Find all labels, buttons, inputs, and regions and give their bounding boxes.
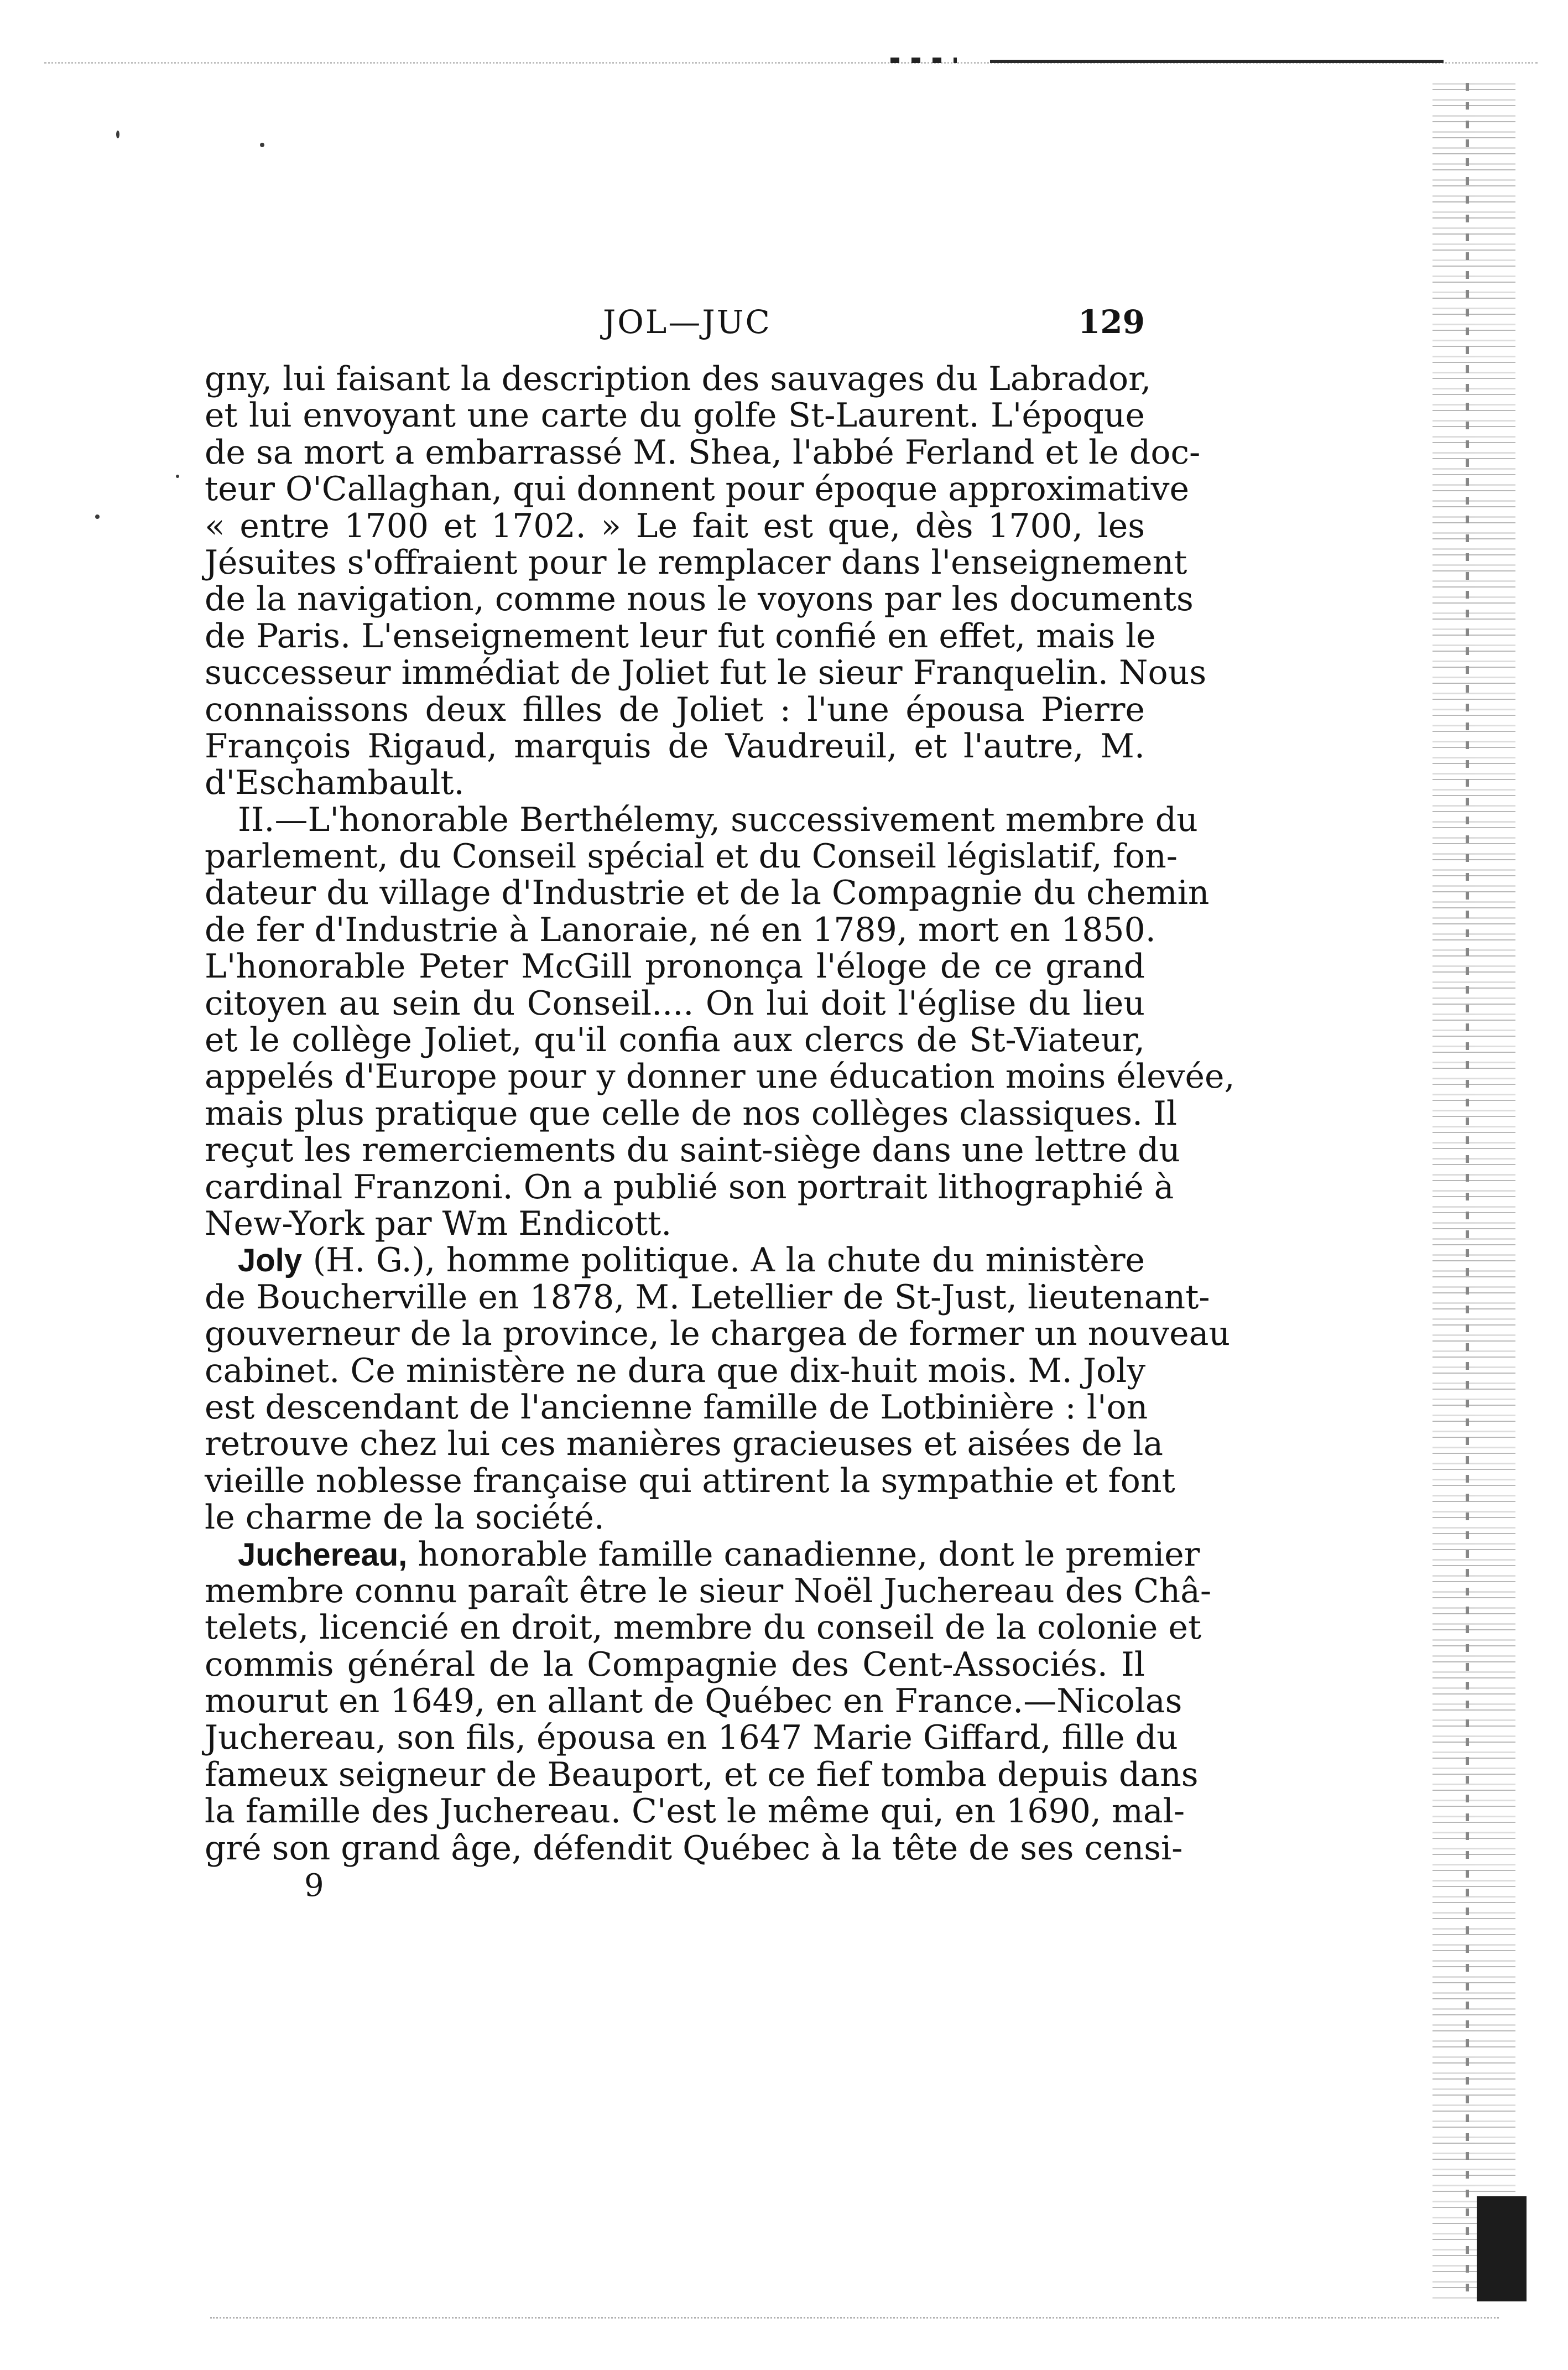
text-line xyxy=(205,765,1145,801)
text-line xyxy=(205,1022,1145,1058)
text-line xyxy=(205,1828,1183,1868)
text-line-content: gré son grand âge, défendit Québec à la tête de ses censi- xyxy=(205,1828,1183,1868)
scan-speck xyxy=(176,475,179,478)
text-line xyxy=(205,1353,1145,1389)
text-line xyxy=(205,1387,1148,1427)
text-line-content: dateur du village d'Industrie et de la Compagnie du chemin xyxy=(205,874,1210,913)
signature-mark: 9 xyxy=(304,1868,324,1904)
text-line xyxy=(205,616,1156,656)
text-line xyxy=(205,397,1145,434)
text-line xyxy=(205,1057,1235,1096)
scan-dashes xyxy=(890,58,957,63)
text-line xyxy=(205,470,1189,509)
text-line-content: Jésuites s'offraient pour le remplacer dans l'enseignement xyxy=(205,543,1187,582)
scan-block-bottom-right xyxy=(1477,2196,1527,2301)
text-line xyxy=(205,1094,1178,1133)
text-line-content: mais plus pratique que celle de nos collèges classiques. Il xyxy=(205,1094,1178,1133)
text-line-content: citoyen au sein du Conseil.... On lui doit l'église du lieu xyxy=(205,984,1145,1023)
text-line xyxy=(205,692,1145,728)
text-line-content: de la navigation, comme nous le voyons par les documents xyxy=(205,580,1194,619)
text-line xyxy=(205,1499,1145,1536)
scan-edge-bottom xyxy=(210,2317,1499,2319)
text-line-content: retrouve chez lui ces manières gracieuses et aisées de la xyxy=(205,1425,1164,1464)
text-body xyxy=(205,360,1235,1868)
text-line-content: successeur immédiat de Joliet fut le sieur Franquelin. Nous xyxy=(205,653,1207,693)
text-line-content: Juchereau, son fils, épousa en 1647 Marie Giffard, fille du xyxy=(205,1718,1178,1758)
text-line-content: d'Eschambault. xyxy=(205,763,465,803)
page-header xyxy=(205,303,1145,342)
text-line xyxy=(205,985,1145,1022)
text-line-content: fameux seigneur de Beauport, et ce fief tomba depuis dans xyxy=(205,1755,1199,1794)
text-line-content: « entre 1700 et 1702. » Le fait est que, dès 1700, les xyxy=(205,506,1145,545)
scan-speck xyxy=(116,131,119,138)
text-line-content: de Paris. L'enseignement leur fut confié en effet, mais le xyxy=(205,616,1156,656)
text-line xyxy=(205,1425,1164,1464)
text-line-content: teur O'Callaghan, qui donnent pour époque approximative xyxy=(205,470,1189,509)
text-line-content: commis général de la Compagnie des Cent-Associés. Il xyxy=(205,1645,1145,1684)
text-line xyxy=(205,948,1145,985)
text-line xyxy=(205,1792,1185,1831)
text-line xyxy=(205,1167,1174,1207)
text-line-content: II.—L'honorable Berthélemy, successivement membre du xyxy=(238,800,1198,839)
text-line xyxy=(205,1718,1178,1758)
text-line xyxy=(205,653,1207,693)
text-line xyxy=(205,1205,1145,1242)
entry-head: Juchereau, xyxy=(238,1536,408,1573)
text-line-content: et le collège Joliet, qu'il confia aux clercs de St-Viateur, xyxy=(205,1021,1145,1060)
text-line xyxy=(205,360,1152,398)
text-line-content: de sa mort a embarrassé M. Shea, l'abbé Ferland et le doc- xyxy=(205,433,1201,472)
text-line-content: honorable famille canadienne, dont le premier xyxy=(418,1535,1200,1574)
text-line-content: appelés d'Europe pour y donner une éducation moins élevée, xyxy=(205,1057,1235,1096)
text-line-content: de fer d'Industrie à Lanoraie, né en 1789, mort en 1850. xyxy=(205,910,1156,949)
text-line xyxy=(205,1682,1182,1721)
running-head: JOL—JUC xyxy=(603,303,772,341)
text-line xyxy=(205,728,1145,765)
text-line-content: et lui envoyant une carte du golfe St-Laurent. L'époque xyxy=(205,396,1145,435)
text-line xyxy=(205,1277,1210,1317)
text-line xyxy=(205,543,1187,582)
page-number: 129 xyxy=(1077,303,1145,341)
scan-edge-right xyxy=(1432,83,1515,2301)
text-line xyxy=(205,1461,1175,1500)
text-line xyxy=(205,1755,1199,1794)
text-line-content: (H. G.), homme politique. A la chute du ministère xyxy=(312,1241,1145,1280)
text-line xyxy=(205,508,1145,544)
text-line-content: telets, licencié en droit, membre du conseil de la colonie et xyxy=(205,1608,1202,1647)
text-line-content: la famille des Juchereau. C'est le même qui, en 1690, mal- xyxy=(205,1792,1185,1831)
entry-head: Joly xyxy=(238,1243,303,1279)
text-line xyxy=(205,910,1156,949)
text-line-content: le charme de la société. xyxy=(205,1498,605,1537)
text-line-content: vieille noblesse française qui attirent la sympathie et font xyxy=(205,1461,1175,1500)
text-line-content: cabinet. Ce ministère ne dura que dix-huit mois. M. Joly xyxy=(205,1351,1146,1390)
text-line-content: New-York par Wm Endicott. xyxy=(205,1204,672,1243)
text-line-content: reçut les remerciements du saint-siège dans une lettre du xyxy=(205,1131,1180,1170)
text-line-content: de Boucherville en 1878, M. Letellier de St-Just, lieutenant- xyxy=(205,1277,1210,1317)
text-line-content: gny, lui faisant la description des sauvages du Labrador, xyxy=(205,360,1152,398)
text-line xyxy=(205,837,1178,876)
text-line-content: François Rigaud, marquis de Vaudreuil, et l'autre, M. xyxy=(205,726,1145,766)
text-line xyxy=(205,580,1194,619)
scan-speck xyxy=(260,143,264,147)
text-line xyxy=(205,1314,1230,1354)
text-line xyxy=(205,1242,1145,1278)
scan-speck xyxy=(95,514,100,519)
text-line-content: parlement, du Conseil spécial et du Conseil législatif, fon- xyxy=(205,837,1178,876)
text-line xyxy=(205,1131,1180,1170)
text-line xyxy=(205,433,1201,472)
text-line xyxy=(205,1571,1212,1610)
text-line-content: mourut en 1649, en allant de Québec en France.—Nicolas xyxy=(205,1682,1182,1721)
text-line xyxy=(205,874,1210,913)
text-line-content: connaissons deux filles de Joliet : l'une épousa Pierre xyxy=(205,690,1145,729)
text-line xyxy=(205,1646,1145,1683)
text-line xyxy=(205,800,1198,839)
text-line xyxy=(205,1608,1202,1647)
text-line-content: cardinal Franzoni. On a publié son portrait lithographié à xyxy=(205,1167,1174,1207)
text-line-content: L'honorable Peter McGill prononça l'éloge de ce grand xyxy=(205,947,1145,986)
text-line-content: gouverneur de la province, le chargea de former un nouveau xyxy=(205,1314,1230,1354)
text-line xyxy=(205,1535,1200,1574)
text-line-content: est descendant de l'ancienne famille de Lotbinière : l'on xyxy=(205,1387,1148,1427)
scan-bar-top xyxy=(990,60,1444,63)
text-line-content: membre connu paraît être le sieur Noël Juchereau des Châ- xyxy=(205,1571,1212,1610)
